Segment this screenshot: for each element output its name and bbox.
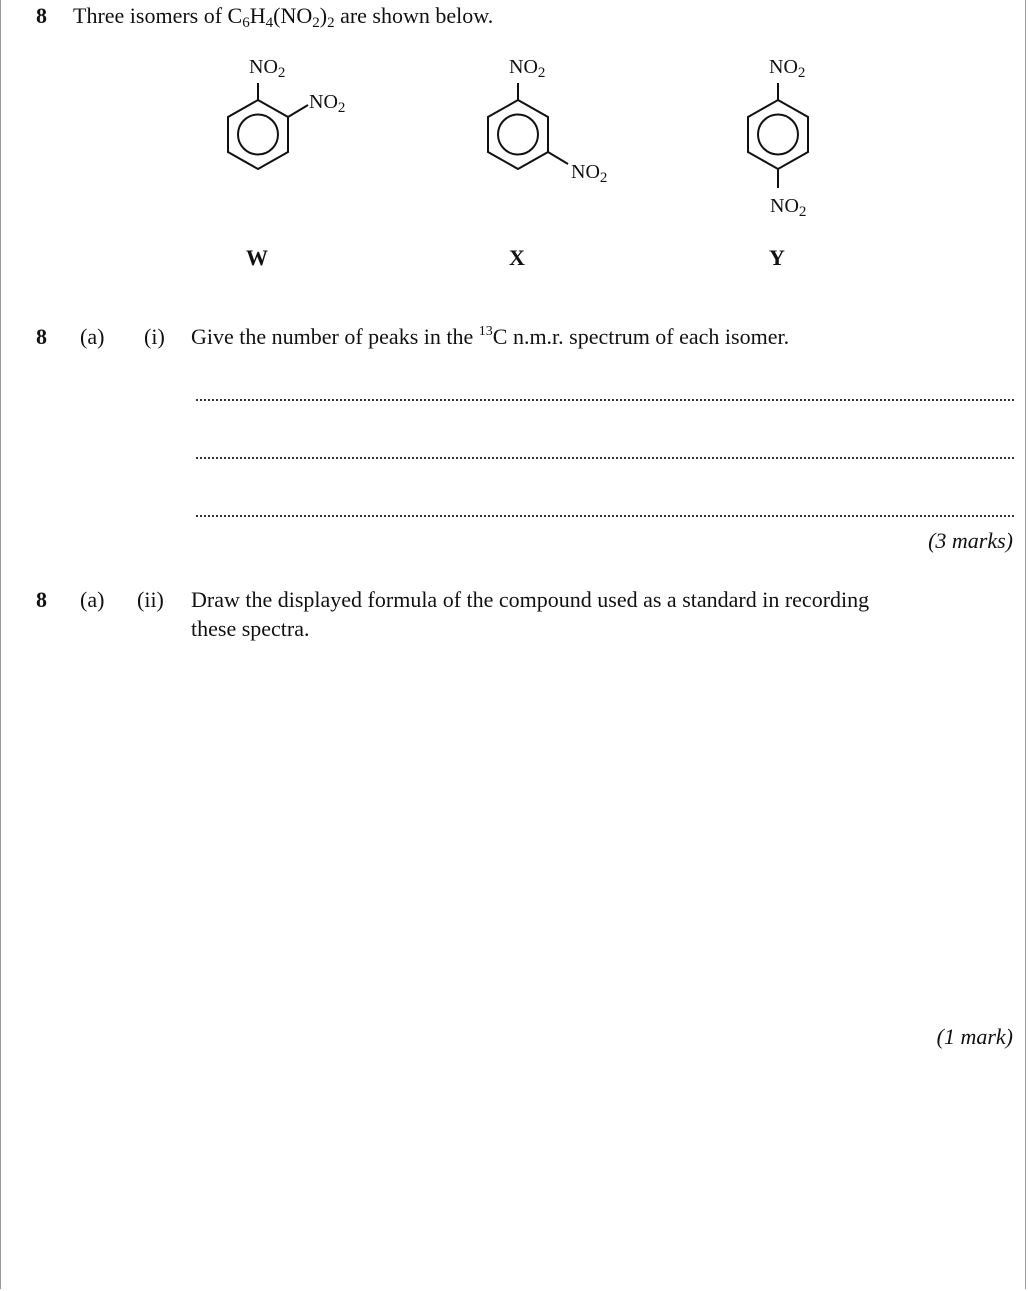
question-intro: Three isomers of $C_6H_4(NO_2)_2$ are shown below. bbox=[73, 3, 494, 31]
part-a-i-part: (a) bbox=[80, 324, 105, 349]
answer-line-3[interactable] bbox=[196, 515, 1014, 517]
label-w: W bbox=[246, 245, 268, 270]
part-a-ii-question-line-1: Draw the displayed formula of the compound used as a standard in recording bbox=[191, 587, 870, 612]
marks-a-ii: (1 mark) bbox=[936, 1024, 1013, 1049]
label-y: Y bbox=[769, 245, 785, 270]
w-no2-top: $NO_2$ bbox=[249, 56, 286, 81]
part-a-ii-part: (a) bbox=[80, 587, 105, 612]
bond-w-2 bbox=[288, 105, 308, 117]
part-a-i-number: 8 bbox=[36, 324, 47, 349]
x-no2-side: $NO_2$ bbox=[571, 161, 608, 186]
structure-x-ring bbox=[488, 83, 568, 169]
part-a-i-subpart: (i) bbox=[144, 324, 165, 349]
part-a-ii-number: 8 bbox=[36, 587, 47, 612]
structure-y-ring bbox=[748, 83, 808, 188]
marks-a-i: (3 marks) bbox=[928, 528, 1013, 553]
part-a-i-question: Give the number of peaks in the $^{13}$C n.m.r. spectrum of each isomer. bbox=[191, 324, 790, 349]
bond-x-2 bbox=[548, 152, 568, 164]
label-x: X bbox=[509, 245, 525, 270]
y-no2-bottom: $NO_2$ bbox=[770, 195, 807, 220]
answer-line-2[interactable] bbox=[196, 457, 1014, 459]
structure-w-ring bbox=[228, 83, 308, 169]
x-no2-top: $NO_2$ bbox=[509, 56, 546, 81]
drawing-answer-area[interactable] bbox=[191, 660, 1011, 1010]
question-number: 8 bbox=[36, 3, 47, 28]
part-a-ii-question-line-2: these spectra. bbox=[191, 616, 310, 641]
w-no2-side: $NO_2$ bbox=[309, 91, 346, 116]
part-a-ii-subpart: (ii) bbox=[137, 587, 164, 612]
answer-line-1[interactable] bbox=[196, 399, 1014, 401]
y-no2-top: $NO_2$ bbox=[769, 56, 806, 81]
